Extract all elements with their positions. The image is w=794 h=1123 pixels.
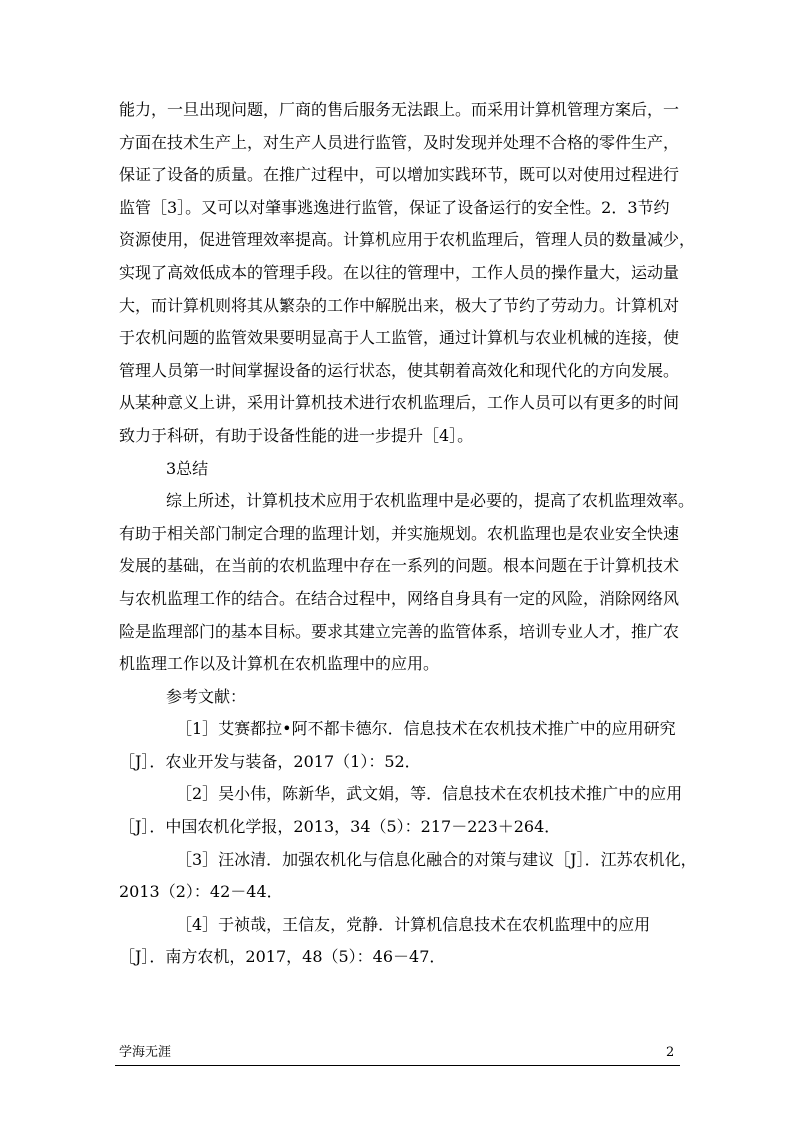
reference-item-2-cont: ［J］．中国农机化学报，2013，34（5）：217－223＋264． (119, 817, 561, 837)
conclusion-line: 发展的基础，在当前的农机监理中存在一系列的问题。根本问题在于计算机技术 (119, 556, 680, 576)
reference-item-3: ［3］汪冰清．加强农机化与信息化融合的对策与建议［J］．江苏农机化， (176, 849, 697, 869)
body-line: 管理人员第一时间掌握设备的运行状态，使其朝着高效化和现代化的方向发展。 (119, 360, 680, 380)
reference-item-1: ［1］艾赛都拉•阿不都卡德尔．信息技术在农机技术推广中的应用研究 (176, 719, 676, 739)
body-line: 保证了设备的质量。在推广过程中，可以增加实践环节，既可以对使用过程进行 (119, 165, 680, 185)
conclusion-line: 综上所述，计算机技术应用于农机监理中是必要的，提高了农机监理效率。 (166, 491, 695, 511)
conclusion-line: 与农机监理工作的结合。在结合过程中，网络自身具有一定的风险，消除网络风 (119, 588, 680, 608)
body-line: 监管［3］。又可以对肇事逃逸进行监管，保证了设备运行的安全性。2．3节约 (119, 197, 670, 217)
body-line: 资源使用，促进管理效率提高。计算机应用于农机监理后，管理人员的数量减少， (119, 230, 696, 250)
body-line: 大，而计算机则将其从繁杂的工作中解脱出来，极大了节约了劳动力。计算机对 (119, 295, 680, 315)
reference-item-4-cont: ［J］．南方农机，2017，48（5）：46－47． (119, 947, 446, 967)
conclusion-line: 机监理工作以及计算机在农机监理中的应用。 (119, 654, 440, 674)
body-line: 方面在技术生产上，对生产人员进行监管，及时发现并处理不合格的零件生产， (119, 132, 680, 152)
reference-item-4: ［4］于祯哉，王信友，党静．计算机信息技术在农机监理中的应用 (176, 914, 651, 934)
body-line: 于农机问题的监管效果要明显高于人工监管，通过计算机与农业机械的连接，使 (119, 328, 680, 348)
body-line: 从某种意义上讲，采用计算机技术进行农机监理后，工作人员可以有更多的时间 (119, 393, 680, 413)
footer-divider (115, 1065, 680, 1066)
conclusion-line: 险是监理部门的基本目标。要求其建立完善的监管体系，培训专业人才，推广农 (119, 621, 680, 641)
references-heading: 参考文献： (166, 686, 247, 706)
footer-text: 学海无涯 (119, 1045, 172, 1060)
document-body (119, 94, 697, 974)
section-heading: 3总结 (166, 458, 209, 478)
body-line: 致力于科研，有助于设备性能的进一步提升［4］。 (119, 425, 474, 445)
body-line: 能力，一旦出现问题，厂商的售后服务无法跟上。而采用计算机管理方案后，一 (119, 100, 680, 119)
conclusion-line: 有助于相关部门制定合理的监理计划，并实施规划。农机监理也是农业安全快速 (119, 523, 680, 543)
reference-item-3-cont: 2013（2）：42－44． (119, 882, 283, 902)
page-number: 2 (666, 1045, 675, 1060)
reference-item-2: ［2］吴小伟，陈新华，武文娟，等．信息技术在农机技术推广中的应用 (176, 784, 683, 804)
reference-item-1-cont: ［J］．农业开发与装备，2017（1）：52． (119, 751, 421, 771)
body-line: 实现了高效低成本的管理手段。在以往的管理中，工作人员的操作量大，运动量 (119, 262, 680, 282)
